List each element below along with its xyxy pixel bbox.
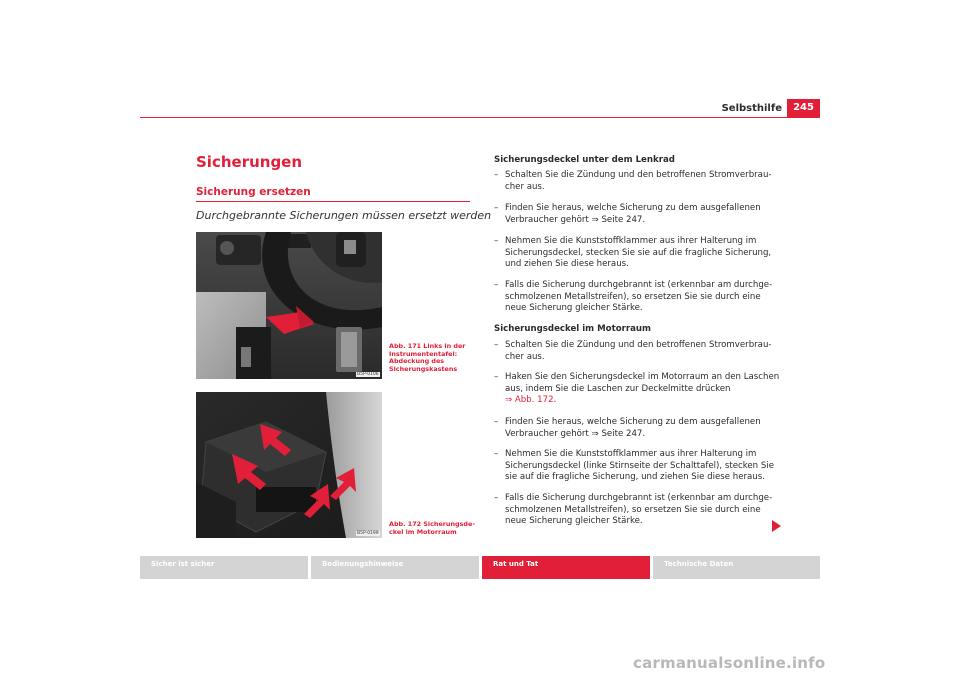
figure-171-caption: Abb. 171 Links in der Instrumententafel: Abdeckung des Sicherungskastens bbox=[389, 342, 466, 373]
intro-text: Durchgebrannte Sicherungen müssen ersetzt werden bbox=[196, 209, 492, 222]
instruction-item: – Schalten Sie die Zündung und den betroffenen Stromverbraucher aus. bbox=[494, 340, 772, 362]
next-page-arrow-icon[interactable] bbox=[772, 520, 781, 532]
figure-code: B5P-0106 bbox=[357, 372, 379, 377]
footer-tab-help[interactable]: Rat und Tat bbox=[482, 556, 650, 579]
instruction-item: – Schalten Sie die Zündung und den betroffenen Stromverbraucher aus. bbox=[494, 170, 772, 192]
instruction-item: – Haken Sie den Sicherungsdeckel im Motorraum an den Laschen aus, indem Sie die Laschen zur Deckelmitte drücken ⇒ Abb. 172. bbox=[494, 372, 780, 406]
instruction-item: – Falls die Sicherung durchgebrannt ist (erkennbar am durchgeschmolzenen Metallstreifen), so ersetzen Sie sie durch eine neue Sicherung gleicher Stärke. bbox=[494, 493, 773, 527]
subheading-rule bbox=[196, 201, 470, 202]
section-title-steering: Sicherungsdeckel unter dem Lenkrad bbox=[494, 155, 675, 165]
footer-tab-safety[interactable]: Sicher ist sicher bbox=[140, 556, 308, 579]
figure-172-caption: Abb. 172 Sicherungsdeckel im Motorraum bbox=[389, 520, 475, 536]
instruction-item: – Nehmen Sie die Kunststoffklammer aus ihrer Halterung im Sicherungsdeckel, stecken Sie sie auf die fragliche Sicherung, und ziehen Sie diese heraus. bbox=[494, 236, 772, 270]
section-title: Selbsthilfe bbox=[721, 103, 782, 114]
page-heading: Sicherungen bbox=[196, 153, 303, 171]
section-title-engine: Sicherungsdeckel im Motorraum bbox=[494, 324, 651, 334]
figure-reference-link[interactable]: ⇒ Abb. 172 bbox=[505, 395, 554, 406]
instruction-item: – Finden Sie heraus, welche Sicherung zu dem ausgefallenen Verbraucher gehört ⇒ Seite 247. bbox=[494, 203, 761, 225]
instruction-item: – Nehmen Sie die Kunststoffklammer aus ihrer Halterung im Sicherungsdeckel (linke Stirnseite der Schalttafel), stecken Sie sie auf die fragliche Sicherung, und ziehen Sie diese heraus. bbox=[494, 449, 774, 483]
watermark: carmanualsonline.info bbox=[633, 654, 826, 672]
sub-heading: Sicherung ersetzen bbox=[196, 186, 311, 198]
figure-171-photo bbox=[196, 232, 382, 379]
header-rule bbox=[140, 117, 820, 118]
instruction-item: – Falls die Sicherung durchgebrannt ist (erkennbar am durchgeschmolzenen Metallstreifen), so ersetzen Sie sie durch eine neue Sicherung gleicher Stärke. bbox=[494, 280, 773, 314]
footer-tab-technical[interactable]: Technische Daten bbox=[653, 556, 820, 579]
footer-tab-operation[interactable]: Bedienungshinweise bbox=[311, 556, 479, 579]
figure-code: B5P-0199 bbox=[357, 531, 379, 536]
page-number: 245 bbox=[787, 99, 820, 117]
instruction-item: – Finden Sie heraus, welche Sicherung zu dem ausgefallenen Verbraucher gehört ⇒ Seite 247. bbox=[494, 417, 761, 439]
figure-172-photo bbox=[196, 392, 382, 538]
